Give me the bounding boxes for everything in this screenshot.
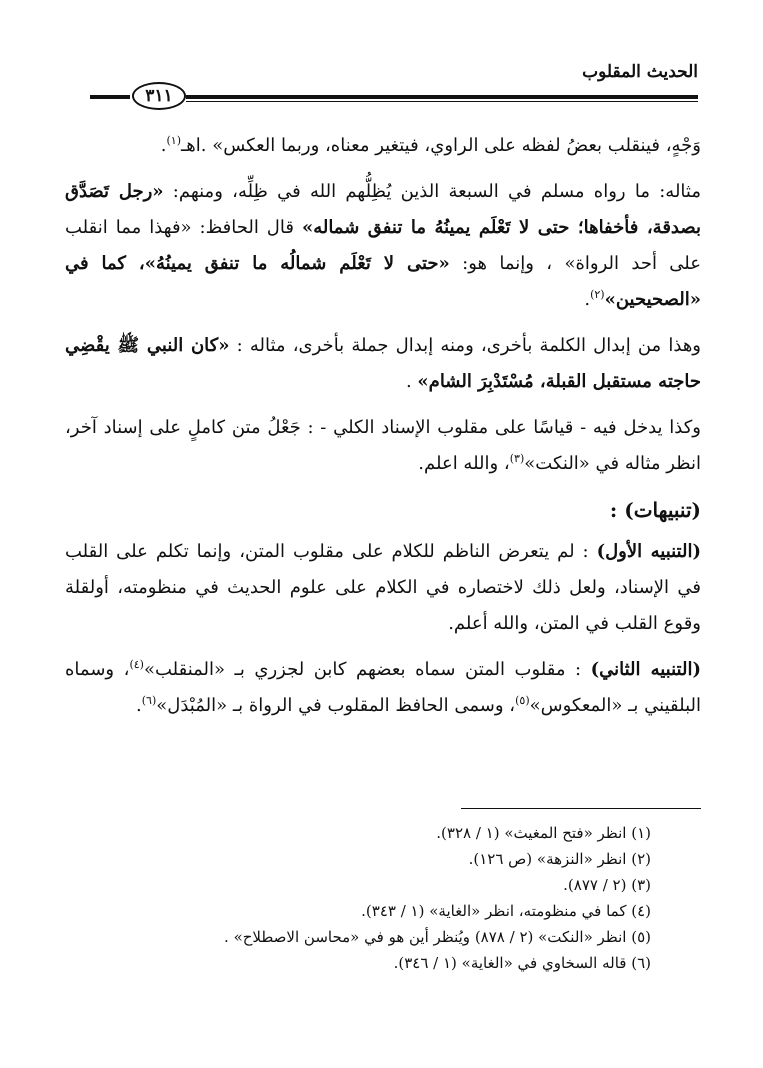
page-number: ٣١١ xyxy=(132,82,186,110)
note-text: ، وسمى الحافظ المقلوب في الرواة بـ «المُبْدَل» xyxy=(156,695,516,716)
note-text: : لم يتعرض الناظم للكلام على مقلوب المتن، وإنما تكلم على القلب في الإسناد، ولعل ذلك لاختصاره في الكلام على علوم الحديث في منظومته، أولقلة وقوع القلب في المتن، والله أعلم. xyxy=(65,541,701,634)
paragraph-2: مثاله: ما رواه مسلم في السبعة الذين يُظِلُّهم الله في ظِلِّه، ومنهم: «رجل تَصَدَّق بصدقة، فأخفاها؛ حتى لا تَعْلَم يمينُهُ ما تنفق شماله» قال الحافظ: «فهذا مما انقلب على أحد الرواة» ، وإنما هو: «حتى لا تَعْلَم شمالُه ما تنفق يمينُهُ»، كما في «الصحيحين»$^{(٢)}$. xyxy=(65,181,702,310)
note-2 xyxy=(65,652,701,724)
hadith-quote: «رجل تَصَدَّق بصدقة، فأخفاها؛ حتى لا تَعْلَم يمينُهُ ما تنفق شماله» xyxy=(65,181,702,238)
paragraph-text: مثاله: ما رواه مسلم في السبعة الذين يُظِلُّهم الله في ظِلِّه، ومنهم: xyxy=(163,181,701,202)
running-title: الحديث المقلوب xyxy=(582,62,698,82)
header-rule-left xyxy=(90,95,130,99)
footnote-ref: (٦) xyxy=(141,694,157,707)
footnote-ref: (٥) xyxy=(515,694,530,707)
footnote-ref: (٢) xyxy=(590,288,605,301)
footnotes xyxy=(91,820,651,976)
header-rule xyxy=(186,95,698,99)
footnote-ref: (٤) xyxy=(129,658,144,671)
note-label: (التنبيه الثاني) xyxy=(590,659,701,680)
footnote: (١) انظر «فتح المغيث» (١ / ٣٢٨). xyxy=(436,824,651,842)
paragraph-text: وهذا من إبدال الكلمة بأخرى، ومنه إبدال جملة بأخرى، مثاله : xyxy=(229,335,701,356)
note-text: ، وسماه البلقيني بـ «المعكوس» xyxy=(65,659,701,716)
footnote: (٤) كما في منظومته، انظر «الغاية» (١ / ٣٤٣). xyxy=(361,902,651,920)
note-text: . xyxy=(136,695,142,716)
footnote: (٣) (٢ / ٨٧٧). xyxy=(563,876,651,894)
footnote-ref: (٣) xyxy=(509,452,525,465)
paragraph-text: ، كما في «الصحيحين» xyxy=(65,253,701,310)
footnote-ref: (١) xyxy=(166,134,181,147)
note-label: (التنبيه الأول) xyxy=(596,541,701,562)
paragraph-text: وَجْهٍ، فينقلب بعضُ لفظه على الراوي، فيتغير معناه، وربما العكس» .اهـ xyxy=(180,135,701,156)
footnote-separator xyxy=(461,808,701,809)
page-header xyxy=(90,58,698,108)
paragraph-text: . xyxy=(405,371,418,392)
hadith-quote: «كان النبي ﷺ يقْضِي حاجته مستقبل القبلة، مُسْتَدْبِرَ الشام» xyxy=(65,335,701,392)
footnote: (٦) قاله السخاوي في «الغاية» (١ / ٣٤٦). xyxy=(393,954,651,972)
hadith-quote: «حتى لا تَعْلَم شمالُه ما تنفق يمينُهُ» xyxy=(144,253,450,274)
paragraph-1: وَجْهٍ، فينقلب بعضُ لفظه على الراوي، فيتغير معناه، وربما العكس» .اهـ$^{(١)}$. xyxy=(160,134,701,156)
note-1 xyxy=(65,534,701,642)
paragraph-4 xyxy=(65,410,701,482)
section-heading: (تنبيهات) : xyxy=(609,498,701,522)
paragraph-text: قال الحافظ: «فهذا مما انقلب على أحد الرواة» ، وإنما هو: xyxy=(65,217,702,274)
page-body xyxy=(65,128,701,734)
paragraph-text: وكذا يدخل فيه - قياسًا على مقلوب الإسناد الكلي - : جَعْلُ متن كاملٍ على إسناد آخر، انظر مثاله في «النكت» xyxy=(65,417,701,474)
paragraph-3 xyxy=(65,328,701,400)
footnote: (٥) انظر «النكت» (٢ / ٨٧٨) ويُنظر أين هو في «محاسن الاصطلاح» . xyxy=(224,928,651,946)
footnote: (٢) انظر «النزهة» (ص ١٢٦). xyxy=(468,850,651,868)
note-text: : مقلوب المتن سماه بعضهم كابن لجزري بـ «المنقلب» xyxy=(143,659,591,680)
paragraph-text: ، والله اعلم. xyxy=(418,453,510,474)
